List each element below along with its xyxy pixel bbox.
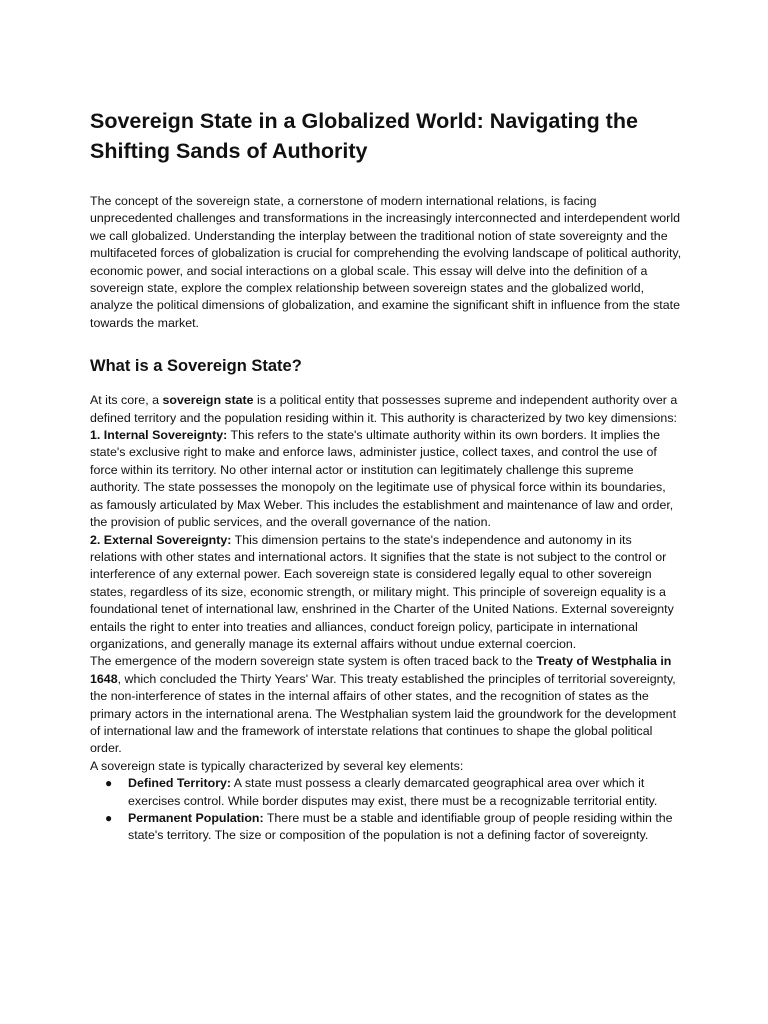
document-page (90, 106, 682, 845)
internal-sovereignty-label: 1. Internal Sovereignty: (90, 428, 228, 443)
document-title: Sovereign State in a Globalized World: Navigating the Shifting Sands of Authority (90, 109, 638, 163)
elements-intro: A sovereign state is typically characterized by several key elements: (90, 758, 464, 773)
westphalia-text-pre: The emergence of the modern sovereign state system is often traced back to the (90, 654, 537, 669)
definition-paragraph (90, 392, 682, 427)
intro-paragraph: The concept of the sovereign state, a cornerstone of modern international relations, is facing unprecedented challenges and transformations in the increasingly interconnected and interdependent world we call globalized. Understanding the interplay between the traditional notion of state sovereignty and the multifaceted forces of globalization is crucial for comprehending the evolving landscape of political authority, economic power, and social interactions on a global scale. This essay will delve into the definition of a sovereign state, explore the complex relationship between sovereign states and the globalized world, analyze the political dimensions of globalization, and examine the significant shift in influence from the state towards the market. (90, 194, 682, 330)
elements-list (90, 775, 682, 845)
external-sovereignty-label: 2. External Sovereignty: (90, 532, 232, 547)
external-sovereignty-paragraph (90, 532, 682, 654)
internal-sovereignty-paragraph (90, 427, 682, 531)
definition-text-pre: At its core, a (90, 393, 163, 408)
list-item-text: A state must possess a clearly demarcated geographical area over which it exercises control. While border disputes may exist, there must be a recognizable territorial entity. (128, 776, 658, 808)
internal-sovereignty-text: This refers to the state's ultimate authority within its own borders. It implies the state's exclusive right to make and enforce laws, administer justice, collect taxes, and control the use of force within its territory. No other internal actor or institution can legitimately challenge this supreme authority. The state possesses the monopoly on the legitimate use of physical force within its boundaries, as famously articulated by Max Weber. This includes the establishment and maintenance of law and order, the provision of public services, and the overall governance of the nation. (90, 428, 674, 530)
list-item (90, 775, 682, 810)
list-item-label: Permanent Population: (128, 811, 264, 825)
list-item-text: There must be a stable and identifiable group of people residing within the state's territory. The size or composition of the population is not a defining factor of sovereignty. (128, 811, 673, 843)
definition-text-post: is a political entity that possesses supreme and independent authority over a defined territory and the population residing within it. This authority is characterized by two key dimensions: (90, 393, 678, 425)
external-sovereignty-text: This dimension pertains to the state's independence and autonomy in its relations with other states and international actors. It signifies that the state is not subject to the control or interference of any external power. Each sovereign state is considered legally equal to other sovereign states, regardless of its size, economic strength, or military might. This principle of sovereign equality is a foundational tenet of international law, enshrined in the Charter of the United Nations. External sovereignty entails the right to enter into treaties and alliances, conduct foreign policy, participate in international organizations, and generally manage its external affairs without undue external coercion. (90, 532, 674, 651)
list-item (90, 810, 682, 845)
bullet-icon: ● (105, 776, 113, 791)
section-heading-sovereign-state: What is a Sovereign State? (90, 357, 302, 376)
westphalia-treaty: Treaty of Westphalia in 1648 (90, 654, 672, 686)
bullet-icon: ● (105, 811, 113, 825)
definition-term: sovereign state (162, 393, 254, 408)
westphalia-paragraph (90, 653, 682, 757)
list-item-label: Defined Territory: (128, 776, 232, 791)
westphalia-text-post: , which concluded the Thirty Years' War. This treaty established the principles of territorial sovereignty, the non-interference of states in the internal affairs of other states, and the recognition of states as the primary actors in the international arena. The Westphalian system laid the groundwork for the development of international law and the framework of interstate relations that continues to shape the global political order. (90, 671, 677, 756)
